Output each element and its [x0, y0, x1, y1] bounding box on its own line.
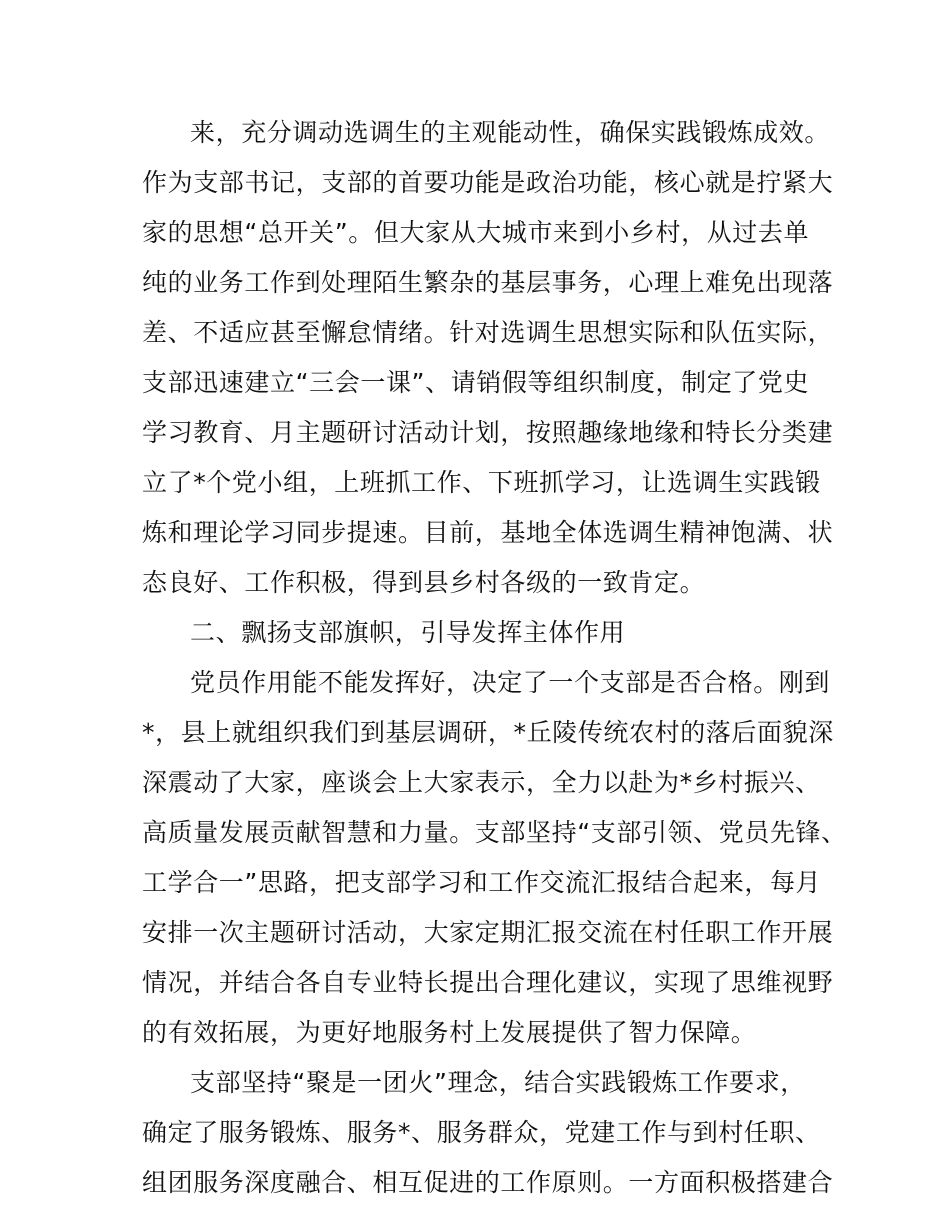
text-line: 学习教育、月主题研讨活动计划，按照趣缘地缘和特长分类建 [142, 418, 834, 447]
text-line: 作为支部书记，支部的首要功能是政治功能，核心就是拧紧大 [142, 168, 834, 197]
text-line: 安排一次主题研讨活动，大家定期汇报交流在村任职工作开展 [142, 918, 834, 947]
text-line: 的有效拓展，为更好地服务村上发展提供了智力保障。 [142, 1018, 757, 1047]
text-line: 差、不适应甚至懈怠情绪。针对选调生思想实际和队伍实际， [142, 318, 834, 347]
text-line: 组团服务深度融合、相互促进的工作原则。一方面积极搭建合 [142, 1168, 834, 1197]
text-line: 确定了服务锻炼、服务*、服务群众，党建工作与到村任职、 [142, 1118, 821, 1147]
text-line: 炼和理论学习同步提速。目前，基地全体选调生精神饱满、状 [142, 518, 834, 547]
text-line: 情况，并结合各自专业特长提出合理化建议，实现了思维视野 [142, 968, 834, 997]
text-line: 支部迅速建立“三会一课”、请销假等组织制度，制定了党史 [142, 368, 810, 397]
text-line: 家的思想“总开关”。但大家从大城市来到小乡村，从过去单 [142, 218, 810, 247]
text-line: 工学合一”思路，把支部学习和工作交流汇报结合起来，每月 [142, 868, 822, 897]
text-line: 党员作用能不能发挥好，决定了一个支部是否合格。刚到 [190, 668, 831, 697]
text-line: 深震动了大家，座谈会上大家表示，全力以赴为*乡村振兴、 [142, 768, 821, 797]
text-line: 态良好、工作积极，得到县乡村各级的一致肯定。 [142, 568, 706, 597]
text-line: 来，充分调动选调生的主观能动性，确保实践锻炼成效。 [190, 118, 831, 147]
text-line: *，县上就组织我们到基层调研，*丘陵传统农村的落后面貌深 [142, 718, 834, 747]
text-line: 支部坚持“聚是一团火”理念，结合实践锻炼工作要求， [190, 1068, 806, 1097]
text-line: 立了*个党小组，上班抓工作、下班抓学习，让选调生实践锻 [142, 468, 821, 497]
section-heading: 二、飘扬支部旗帜，引导发挥主体作用 [190, 618, 626, 647]
text-line: 纯的业务工作到处理陌生繁杂的基层事务，心理上难免出现落 [142, 268, 834, 297]
text-line: 高质量发展贡献智慧和力量。支部坚持“支部引领、党员先锋、 [142, 818, 847, 847]
